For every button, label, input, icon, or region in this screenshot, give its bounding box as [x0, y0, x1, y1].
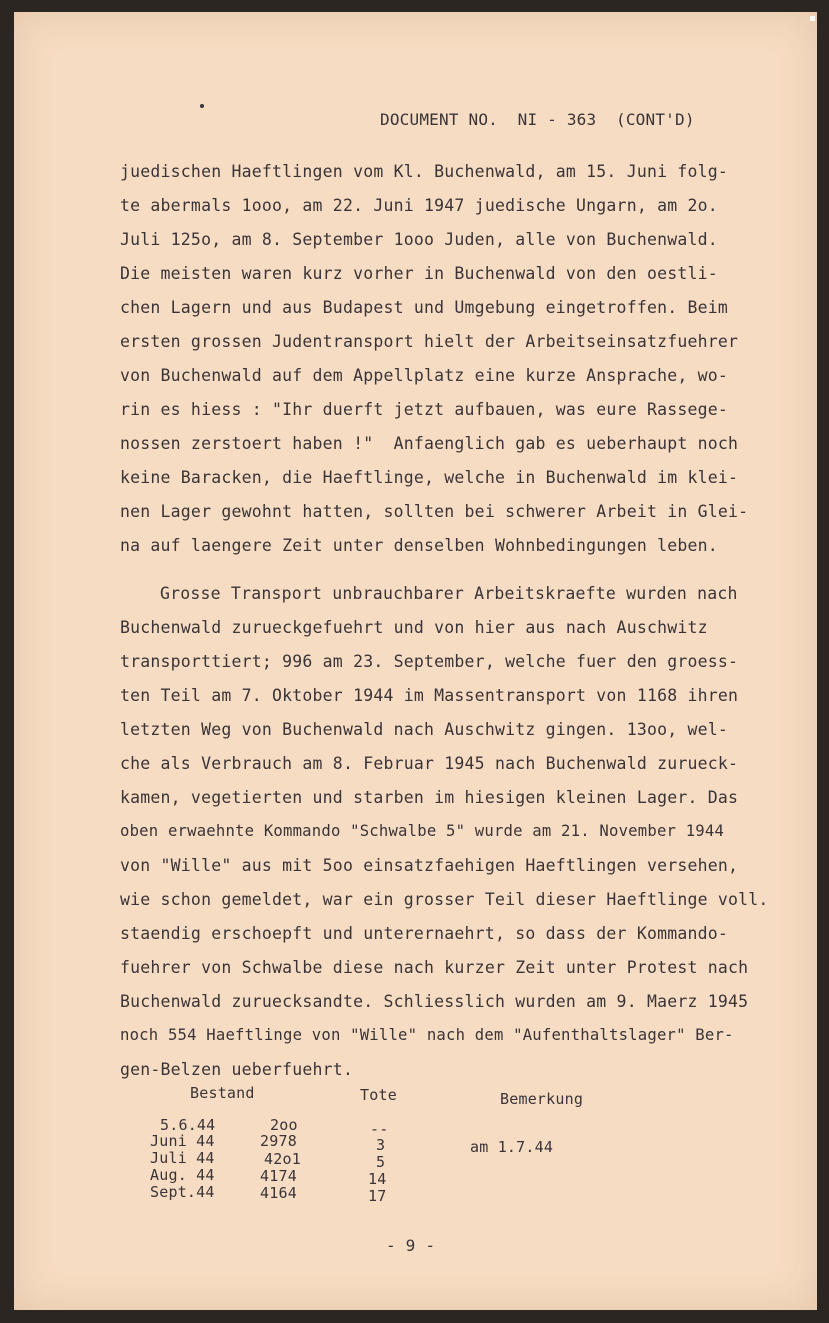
row-date: Aug. 44 [150, 1166, 215, 1184]
body-line: te abermals 1ooo, am 22. Juni 1947 juedische Ungarn, am 2o. [120, 196, 718, 215]
body-line: Buchenwald zurueckgefuehrt und von hier aus nach Auschwitz [120, 618, 708, 637]
body-line: gen-Belzen ueberfuehrt. [120, 1060, 354, 1079]
body-line: von Buchenwald auf dem Appellplatz eine kurze Ansprache, wo- [120, 366, 729, 385]
row-date: Juli 44 [150, 1149, 215, 1167]
row-bestand: 42o1 [264, 1150, 301, 1168]
row-date: 5.6.44 [160, 1116, 216, 1134]
table-header-tote: Tote [360, 1086, 397, 1104]
row-bestand: 4164 [260, 1184, 297, 1202]
body-line: Grosse Transport unbrauchbarer Arbeitskraefte wurden nach [160, 584, 738, 603]
row-tote: 17 [368, 1187, 387, 1205]
row-bestand: 2978 [260, 1132, 297, 1150]
body-line: Die meisten waren kurz vorher in Buchenwald von den oestli- [120, 264, 718, 283]
body-line: ten Teil am 7. Oktober 1944 im Massentransport von 1168 ihren [120, 686, 739, 705]
body-line: von "Wille" aus mit 5oo einsatzfaehigen Haeftlingen versehen, [120, 856, 739, 875]
row-tote: 14 [368, 1170, 387, 1188]
row-tote: -- [370, 1120, 389, 1138]
body-line: kamen, vegetierten und starben im hiesigen kleinen Lager. Das [120, 788, 739, 807]
body-line: letzten Weg von Buchenwald nach Auschwitz gingen. 13oo, wel- [120, 720, 729, 739]
body-line: staendig erschoepft und unterernaehrt, so dass der Kommando- [120, 924, 729, 943]
body-line: keine Baracken, die Haeftlinge, welche in Buchenwald im klei- [120, 468, 739, 487]
body-line: wie schon gemeldet, war ein grosser Teil dieser Haeftlinge voll. [120, 890, 769, 909]
document-header: DOCUMENT NO. NI - 363 (CONT'D) [380, 110, 695, 129]
body-line: na auf laengere Zeit unter denselben Wohnbedingungen leben. [120, 536, 718, 555]
body-line: nen Lager gewohnt hatten, sollten bei schwerer Arbeit in Glei- [120, 502, 749, 521]
body-line: Buchenwald zuruecksandte. Schliesslich wurden am 9. Maerz 1945 [120, 992, 749, 1011]
row-tote: 5 [376, 1153, 386, 1171]
row-tote: 3 [376, 1136, 386, 1154]
body-line: che als Verbrauch am 8. Februar 1945 nach Buchenwald zurueck- [120, 754, 739, 773]
body-line: fuehrer von Schwalbe diese nach kurzer Zeit unter Protest nach [120, 958, 749, 977]
body-line: noch 554 Haeftlinge von "Wille" nach dem "Aufenthaltslager" Ber- [120, 1026, 734, 1044]
body-line: Juli 125o, am 8. September 1ooo Juden, alle von Buchenwald. [120, 230, 718, 249]
body-line: ersten grossen Judentransport hielt der Arbeitseinsatzfuehrer [120, 332, 739, 351]
row-date: Sept.44 [150, 1183, 215, 1201]
body-line: juedischen Haeftlingen vom Kl. Buchenwald, am 15. Juni folg- [120, 162, 729, 181]
body-line: nossen zerstoert haben !" Anfaenglich gab es ueberhaupt noch [120, 434, 739, 453]
row-bestand: 4174 [260, 1167, 297, 1185]
body-line: rin es hiess : "Ihr duerft jetzt aufbauen, was eure Rassege- [120, 400, 729, 419]
page-number: - 9 - [386, 1236, 436, 1255]
page-corner-mark [810, 16, 815, 21]
row-bestand: 2oo [270, 1116, 298, 1134]
pin-hole-mark [200, 104, 204, 108]
table-header-bestand: Bestand [190, 1084, 255, 1102]
body-line: transporttiert; 996 am 23. September, welche fuer den groess- [120, 652, 739, 671]
body-line: oben erwaehnte Kommando "Schwalbe 5" wurde am 21. November 1944 [120, 822, 725, 840]
body-line: chen Lagern und aus Budapest und Umgebung eingetroffen. Beim [120, 298, 729, 317]
row-date: Juni 44 [150, 1132, 215, 1150]
document-page [14, 12, 817, 1310]
row-bemerkung: am 1.7.44 [470, 1138, 554, 1156]
table-header-bemerkung: Bemerkung [500, 1090, 584, 1108]
